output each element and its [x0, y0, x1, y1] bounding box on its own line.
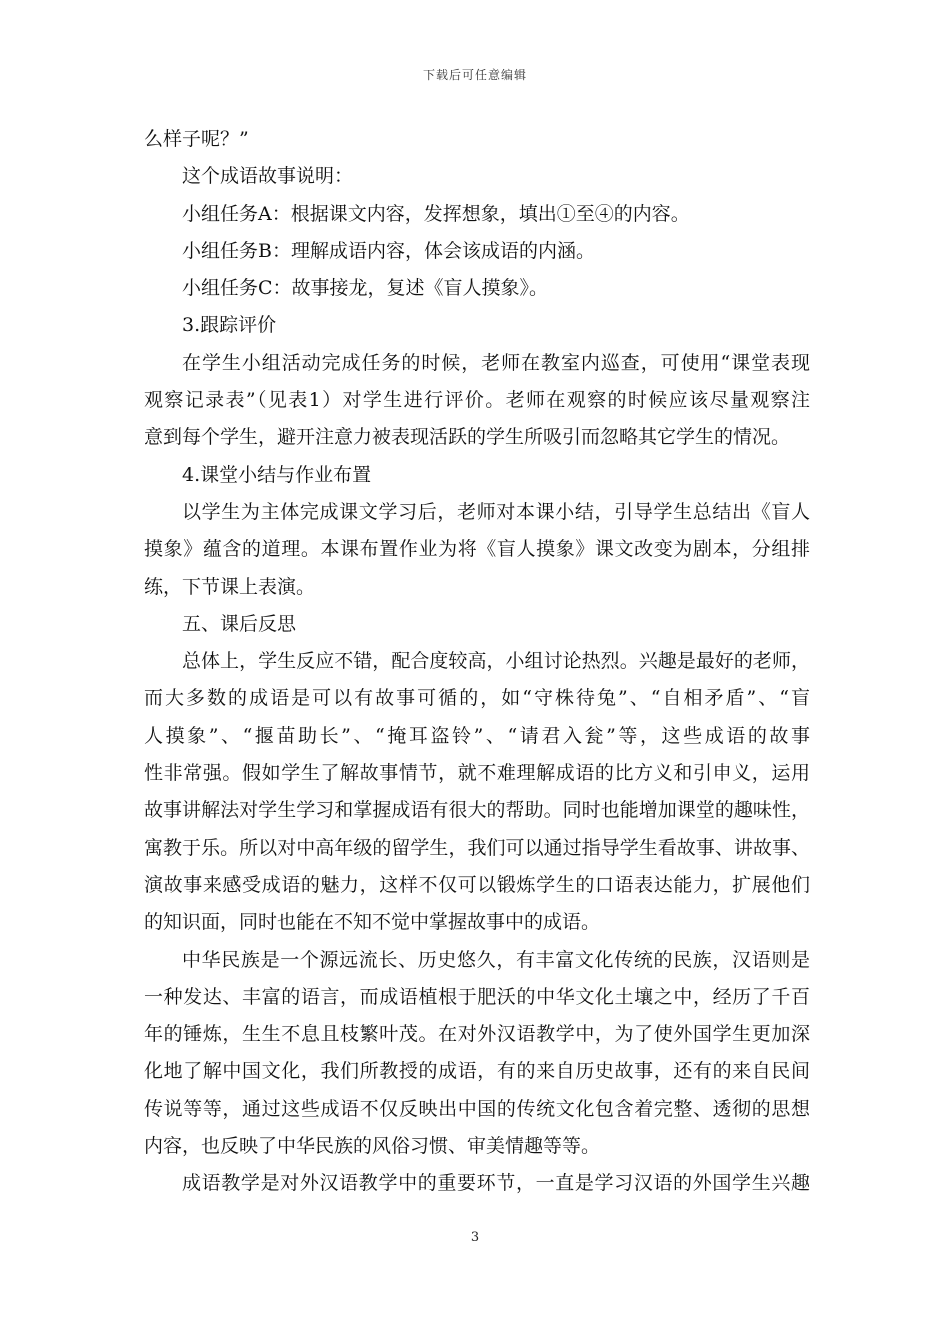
text-line: 4.课堂小结与作业布置	[182, 463, 372, 486]
text-line: 练，下节课上表演。	[144, 575, 316, 598]
text-line: 故事讲解法对学生学习和掌握成语有很大的帮助。同时也能增加课堂的趣味性，	[144, 799, 810, 822]
page-header: 下载后可任意编辑	[422, 68, 527, 82]
text-line: 以学生为主体完成课文学习后，老师对本课小结，引导学生总结出《盲人	[182, 500, 810, 523]
text-line: 年的锤炼，生生不息且枝繁叶茂。在对外汉语教学中，为了使外国学生更加深	[144, 1023, 810, 1046]
text-line: 总体上，学生反应不错，配合度较高，小组讨论热烈。兴趣是最好的老师，	[182, 650, 810, 673]
text-line: 观察记录表”（见表1）对学生进行评价。老师在观察的时候应该尽量观察注	[144, 389, 810, 412]
text-line: 的知识面，同时也能在不知不觉中掌握故事中的成语。	[144, 911, 601, 934]
text-line: 寓教于乐。所以对中高年级的留学生，我们可以通过指导学生看故事、讲故事、	[144, 836, 810, 859]
text-line: 小组任务C：故事接龙，复述《盲人摸象》。	[182, 277, 549, 300]
text-line: 小组任务A：根据课文内容，发挥想象，填出①至④的内容。	[182, 202, 690, 225]
text-line: 传说等等，通过这些成语不仅反映出中国的传统文化包含着完整、透彻的思想	[144, 1097, 810, 1120]
text-line: 五、课后反思	[182, 612, 297, 635]
text-line: 性非常强。假如学生了解故事情节，就不难理解成语的比方义和引申义，运用	[144, 762, 810, 785]
text-line: 而大多数的成语是可以有故事可循的，如“守株待兔”、“自相矛盾”、“盲	[144, 687, 810, 710]
page-number: 3	[470, 1230, 480, 1245]
body-text	[144, 121, 810, 1203]
text-line: 在学生小组活动完成任务的时候，老师在教室内巡查，可使用“课堂表现	[182, 351, 810, 374]
text-line: 化地了解中国文化，我们所教授的成语，有的来自历史故事，还有的来自民间	[144, 1060, 810, 1083]
text-line: 内容，也反映了中华民族的风俗习惯、审美情趣等等。	[144, 1135, 601, 1158]
text-line: 摸象》蕴含的道理。本课布置作业为将《盲人摸象》课文改变为剧本，分组排	[144, 538, 810, 561]
text-line: 3.跟踪评价	[182, 314, 277, 337]
text-line: 中华民族是一个源远流长、历史悠久，有丰富文化传统的民族，汉语则是	[182, 948, 810, 971]
text-line: 成语教学是对外汉语教学中的重要环节，一直是学习汉语的外国学生兴趣	[182, 1172, 810, 1195]
text-line: 意到每个学生，避开注意力被表现活跃的学生所吸引而忽略其它学生的情况。	[144, 426, 791, 449]
text-line: 么样子呢？”	[144, 128, 249, 150]
text-line: 小组任务B：理解成语内容，体会该成语的内涵。	[182, 239, 595, 262]
text-line: 这个成语故事说明：	[182, 165, 354, 188]
text-line: 一种发达、丰富的语言，而成语植根于肥沃的中华文化土壤之中，经历了千百	[144, 985, 810, 1008]
text-line: 演故事来感受成语的魅力，这样不仅可以锻炼学生的口语表达能力，扩展他们	[144, 873, 810, 896]
text-line: 人摸象”、“揠苗助长”、“掩耳盗铃”、“请君入瓮”等，这些成语的故事	[144, 724, 810, 747]
